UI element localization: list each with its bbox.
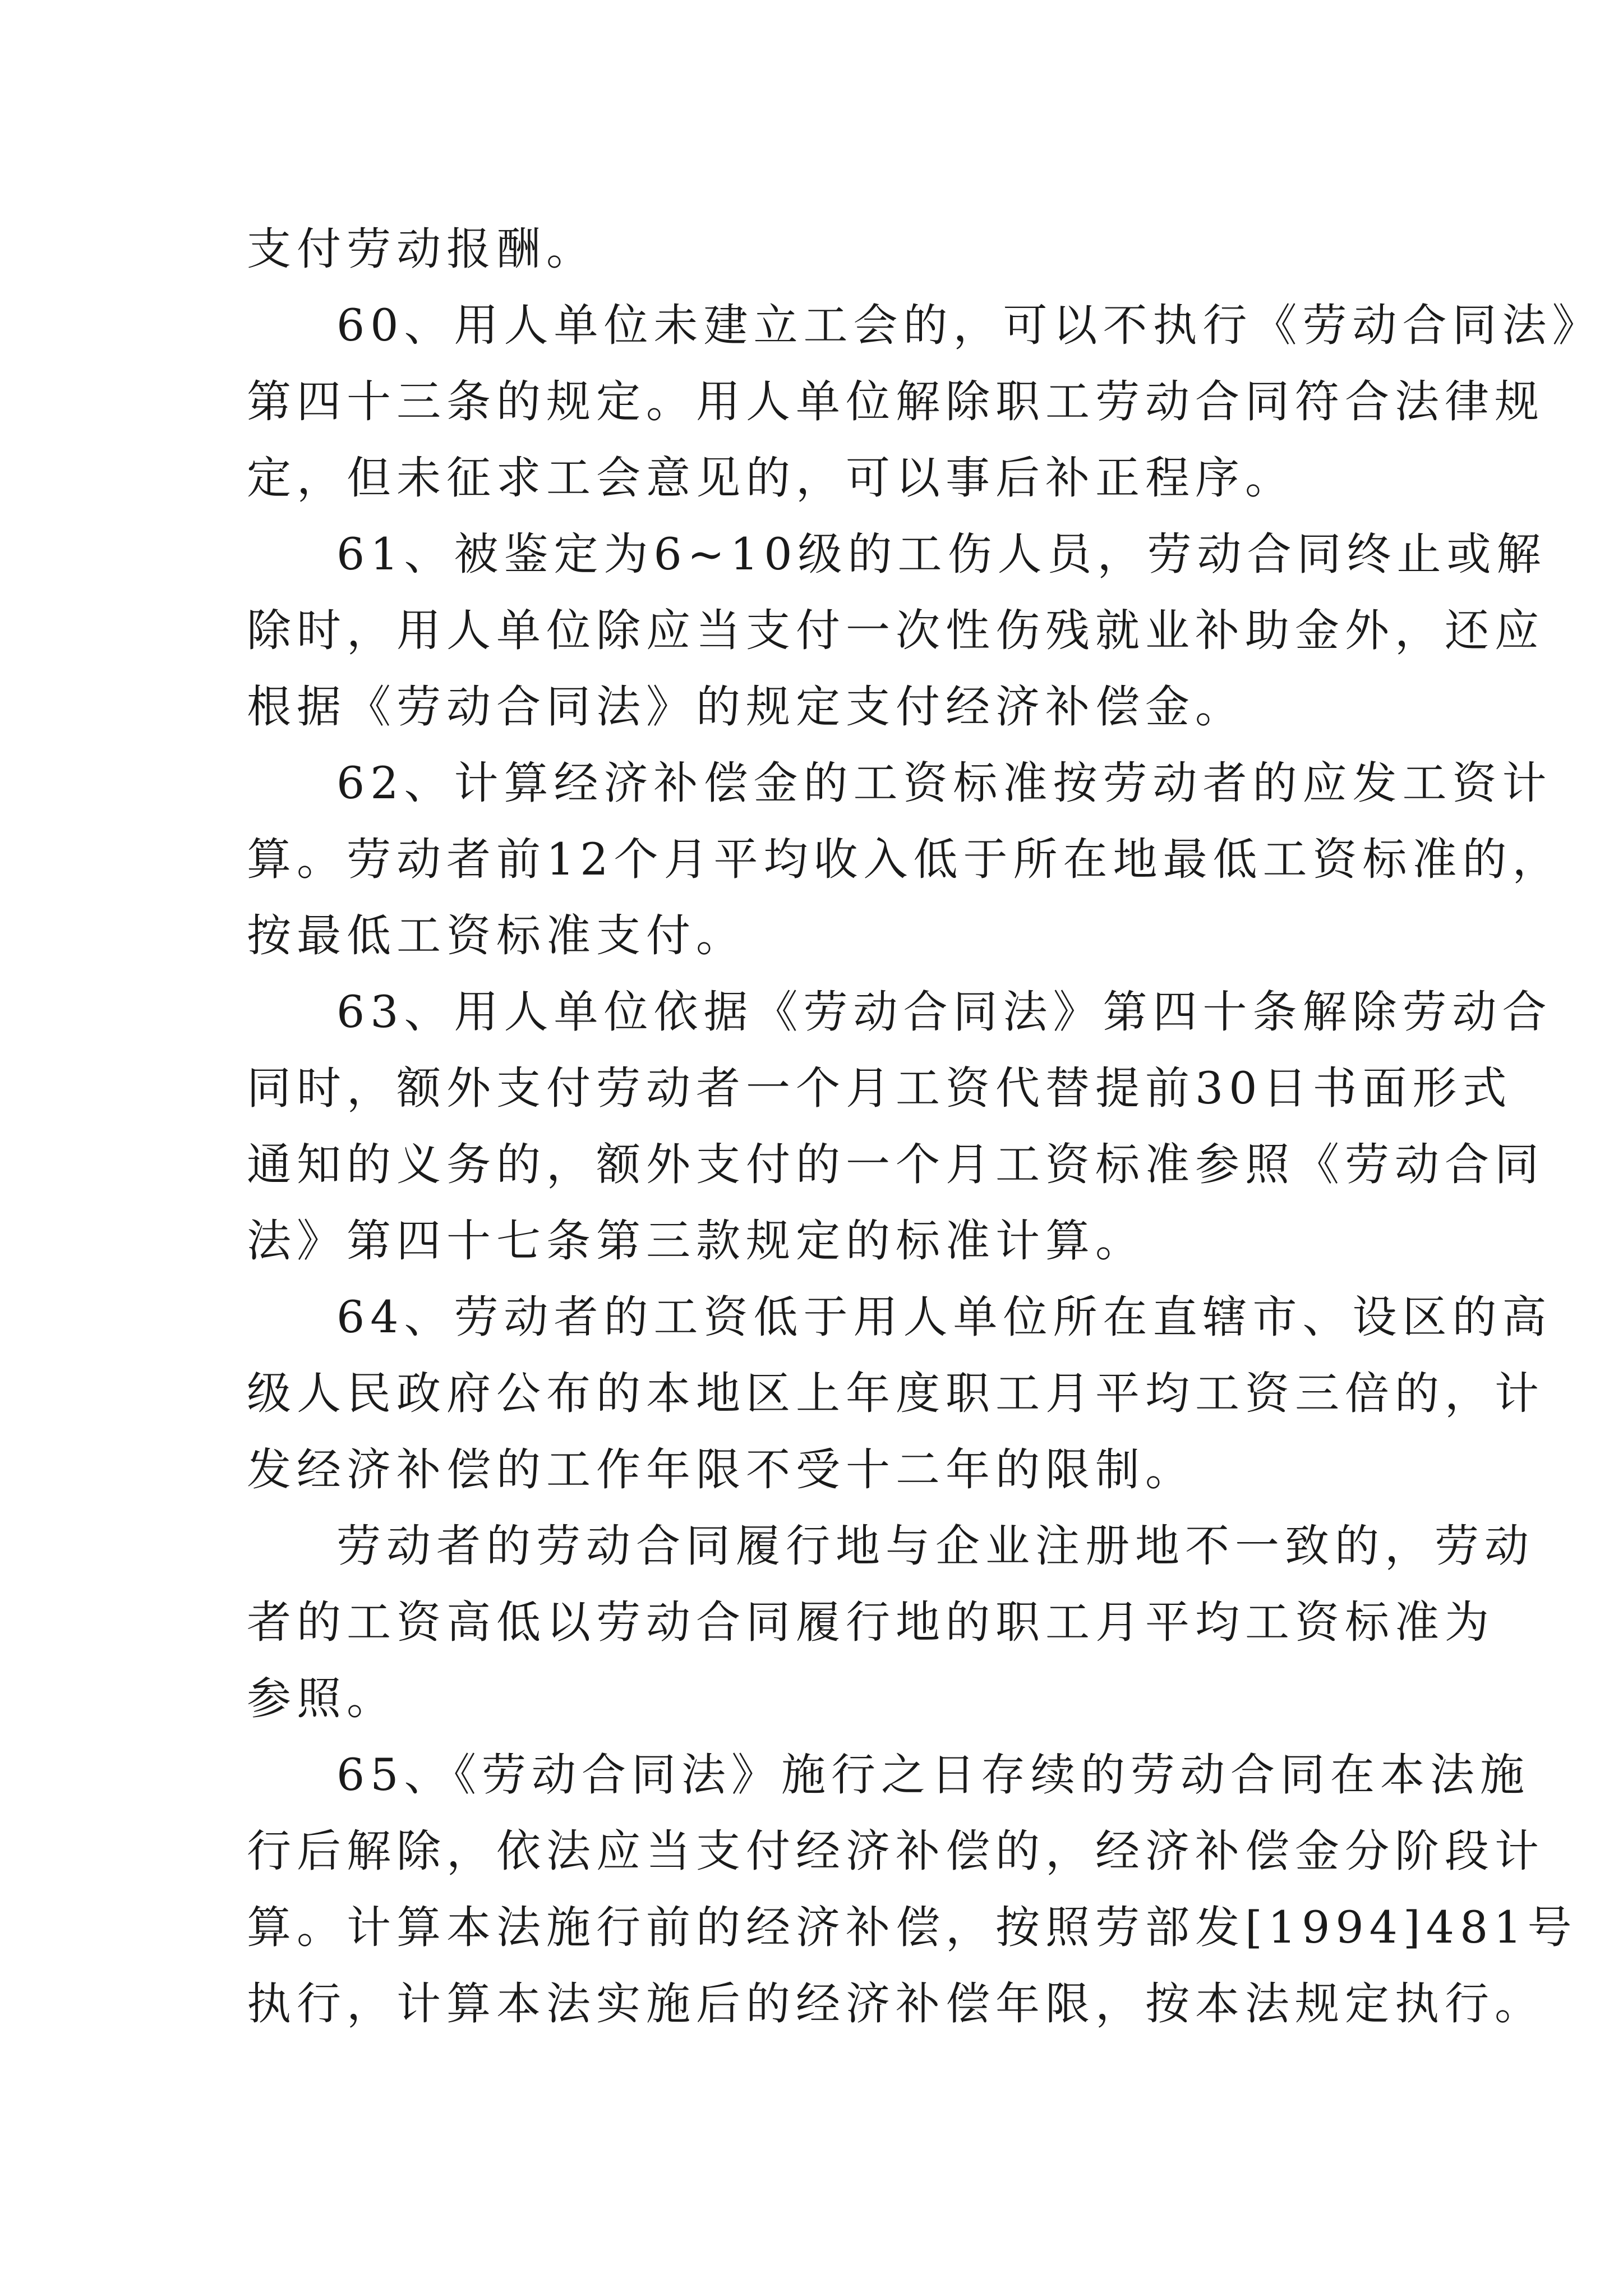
paragraph-63-line: 63、用人单位依据《劳动合同法》第四十条解除劳动合 bbox=[336, 986, 1552, 1038]
text-line: 按最低工资标准支付。 bbox=[247, 910, 746, 961]
text-line: 级人民政府公布的本地区上年度职工月平均工资三倍的，计 bbox=[247, 1368, 1544, 1419]
text-line: 者的工资高低以劳动合同履行地的职工月平均工资标准为 bbox=[247, 1596, 1495, 1648]
text-line: 第四十三条的规定。用人单位解除职工劳动合同符合法律规 bbox=[247, 376, 1544, 427]
paragraph-61-line: 61、被鉴定为6~10级的工伤人员，劳动合同终止或解 bbox=[336, 528, 1547, 580]
paragraph-64-line: 64、劳动者的工资低于用人单位所在直辖市、设区的高 bbox=[336, 1291, 1552, 1343]
text-line: 同时，额外支付劳动者一个月工资代替提前30日书面形式 bbox=[247, 1062, 1513, 1114]
paragraph-62-line: 62、计算经济补偿金的工资标准按劳动者的应发工资计 bbox=[336, 757, 1552, 809]
text-line: 支付劳动报酬。 bbox=[247, 223, 596, 275]
text-line: 算。劳动者前12个月平均收入低于所在地最低工资标准的， bbox=[247, 834, 1562, 885]
paragraph-60-line: 60、用人单位未建立工会的，可以不执行《劳动合同法》 bbox=[336, 300, 1602, 351]
text-line: 参照。 bbox=[247, 1673, 396, 1724]
text-line: 执行，计算本法实施后的经济补偿年限，按本法规定执行。 bbox=[247, 1978, 1544, 2030]
text-line: 算。计算本法施行前的经济补偿，按照劳部发[1994]481号 bbox=[247, 1902, 1578, 1953]
text-line: 定，但未征求工会意见的，可以事后补正程序。 bbox=[247, 452, 1295, 504]
paragraph-64b-line: 劳动者的劳动合同履行地与企业注册地不一致的，劳动 bbox=[336, 1520, 1534, 1572]
text-line: 行后解除，依法应当支付经济补偿的，经济补偿金分阶段计 bbox=[247, 1825, 1544, 1877]
text-line: 通知的义务的，额外支付的一个月工资标准参照《劳动合同 bbox=[247, 1139, 1544, 1190]
text-line: 法》第四十七条第三款规定的标准计算。 bbox=[247, 1215, 1145, 1267]
document-body bbox=[247, 211, 1602, 2042]
text-line: 除时，用人单位除应当支付一次性伤残就业补助金外，还应 bbox=[247, 605, 1544, 656]
text-line: 发经济补偿的工作年限不受十二年的限制。 bbox=[247, 1444, 1195, 1496]
paragraph-65-line: 65、《劳动合同法》施行之日存续的劳动合同在本法施 bbox=[336, 1749, 1530, 1801]
text-line: 根据《劳动合同法》的规定支付经济补偿金。 bbox=[247, 681, 1245, 733]
